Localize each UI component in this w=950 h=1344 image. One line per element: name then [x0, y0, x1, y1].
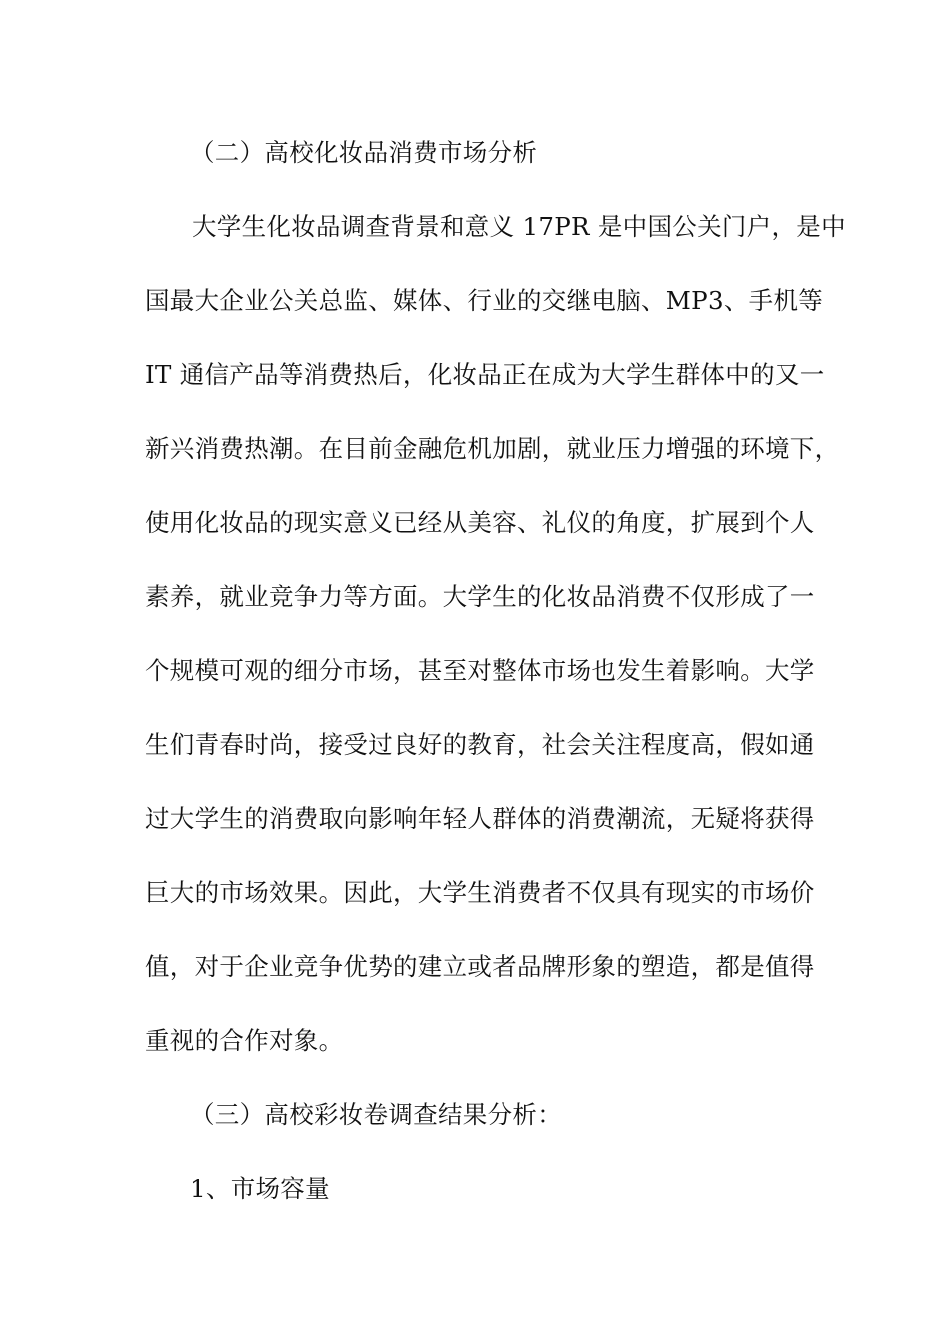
paragraph-line: 个规模可观的细分市场，甚至对整体市场也发生着影响。大学: [145, 656, 815, 685]
paragraph-line: 大学生化妆品调查背景和意义 17PR 是中国公关门户，是中: [192, 212, 846, 241]
item-1-heading: 1、市场容量: [190, 1174, 330, 1203]
paragraph-line: 素养，就业竞争力等方面。大学生的化妆品消费不仅形成了一: [145, 582, 815, 611]
paragraph-line: 过大学生的消费取向影响年轻人群体的消费潮流，无疑将获得: [145, 804, 815, 833]
section-3-heading: （三）高校彩妆卷调查结果分析：: [190, 1100, 562, 1129]
paragraph-line: 国最大企业公关总监、媒体、行业的交继电脑、MP3、手机等: [145, 286, 824, 315]
paragraph-line: 新兴消费热潮。在目前金融危机加剧，就业压力增强的环境下，: [145, 434, 840, 463]
paragraph-line: 生们青春时尚，接受过良好的教育，社会关注程度高，假如通: [145, 730, 815, 759]
paragraph-line: 重视的合作对象。: [145, 1026, 344, 1055]
paragraph-line: 值，对于企业竞争优势的建立或者品牌形象的塑造，都是值得: [145, 952, 815, 981]
paragraph-line: IT 通信产品等消费热后，化妆品正在成为大学生群体中的又一: [145, 360, 825, 389]
paragraph-line: 使用化妆品的现实意义已经从美容、礼仪的角度，扩展到个人: [145, 508, 815, 537]
section-2-heading: （二）高校化妆品消费市场分析: [190, 138, 538, 167]
paragraph-line: 巨大的市场效果。因此，大学生消费者不仅具有现实的市场价: [145, 878, 815, 907]
